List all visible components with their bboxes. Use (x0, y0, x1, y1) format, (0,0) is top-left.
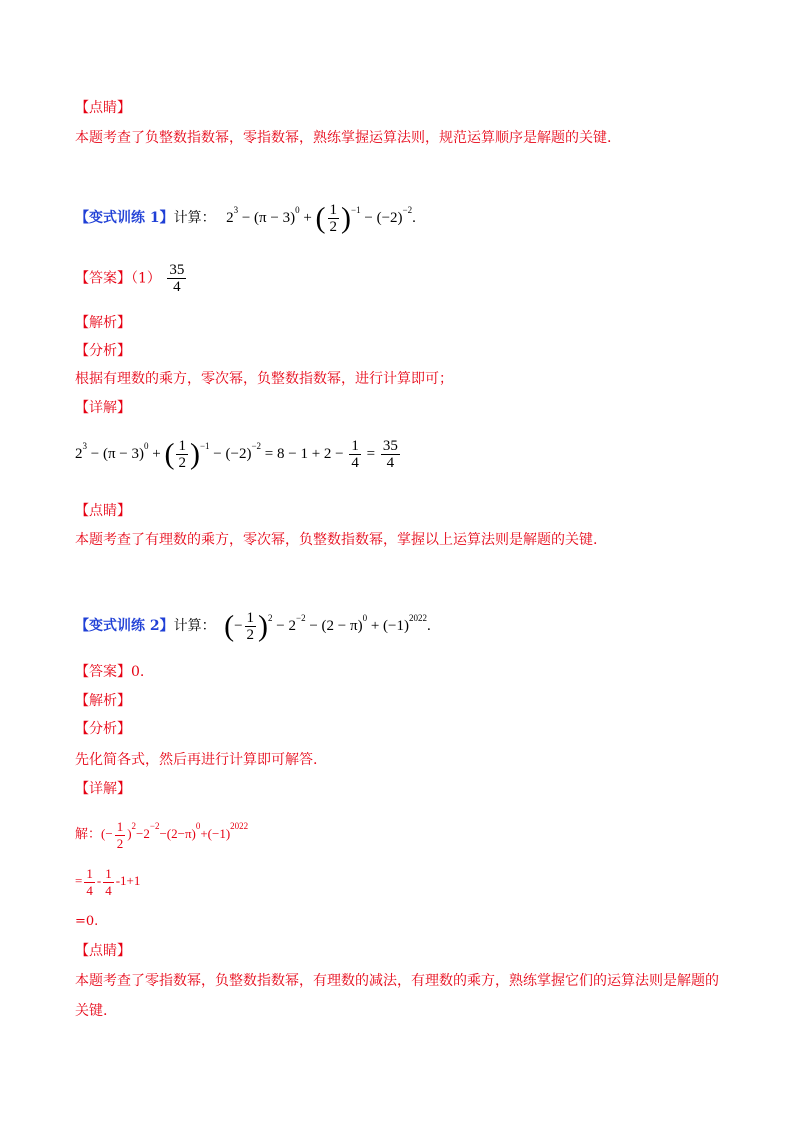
answer-label-1: 【答案】 (75, 270, 131, 287)
exercise-1-answer (75, 262, 188, 295)
fenxi-label-1: 【分析】 (75, 343, 131, 359)
solution-2-line-2: = $\frac{1}{4}$ - $\frac{1}{4}$ -1+1 (75, 866, 141, 898)
exercise-1-prompt: 计算： (173, 210, 216, 226)
fenxi-label-2: 【分析】 (75, 721, 131, 737)
xiangjie-label-2: 【详解】 (75, 781, 131, 797)
answer-fraction-1 (167, 262, 186, 295)
answer-prefix-1: （1） (131, 270, 161, 287)
dianjing-heading-1: 【点睛】 (75, 100, 131, 116)
dianjing-label-3: 【点睛】 (75, 943, 131, 959)
dianjing-label-2: 【点睛】 (75, 503, 131, 519)
xiangjie-label-1: 【详解】 (75, 400, 131, 416)
exercise-1-question (75, 200, 416, 235)
dianjing-text-2: 本题考查了有理数的乘方，零次幂，负整数指数幂，掌握以上运算法则是解题的关键. (75, 532, 598, 548)
answer-label-2: 【答案】 (75, 664, 131, 680)
answer-denominator: 4 (167, 278, 186, 295)
analysis-label-2: 【解析】 (75, 693, 131, 709)
dianjing-text-1: 本题考查了负整数指数幂，零指数幂，熟练掌握运算法则，规范运算顺序是解题的关键. (75, 130, 612, 146)
answer-numerator: 35 (169, 262, 185, 278)
solution-2-line-1: 解：(− $\frac{1}{2}$ )$^2-2^{-2}-(2-\pi)^0+(-1)^{2022}$ (75, 818, 249, 851)
solution-1-equation: $2^3 - (\pi - 3)^0$ + ( $\frac{1}{2}$ )$^{-1} - (-2)^{-2} = 8 - 1 + 2$ − $\frac{1}{4}$ = $\frac{35}{4}$ (75, 437, 398, 472)
exercise-2-question (75, 608, 431, 643)
exercise-2-label: 【变式训练 2】 (75, 618, 174, 634)
fenxi-text-1: 根据有理数的乘方，零次幂，负整数指数幂，进行计算即可； (75, 371, 453, 387)
exercise-2-expression: (− $\frac{1}{2}$ )$^2 - 2^{-2} - (2 - \pi)^0 + (-1)^{2022}$. (224, 609, 431, 644)
exercise-2-prompt: 计算： (173, 618, 216, 634)
exercise-1-label: 【变式训练 1】 (75, 210, 174, 226)
solution-2-result: =0. (75, 914, 99, 929)
fenxi-text-2: 先化简各式，然后再进行计算即可解答. (75, 752, 318, 768)
solution-prefix: 解： (75, 827, 102, 842)
exercise-1-expression: $2^3 - (\pi - 3)^0$ + ( $\frac{1}{2}$ )$^{-1} - (-2)^{-2}$. (226, 201, 416, 236)
answer-value-2: 0. (131, 664, 145, 680)
exercise-2-answer (75, 662, 144, 682)
dianjing-text-3b: 关键. (75, 1003, 108, 1019)
analysis-label-1: 【解析】 (75, 315, 131, 331)
dianjing-text-3a: 本题考查了零指数幂，负整数指数幂，有理数的减法，有理数的乘方，熟练掌握它们的运算法则是解题的 (75, 973, 719, 989)
